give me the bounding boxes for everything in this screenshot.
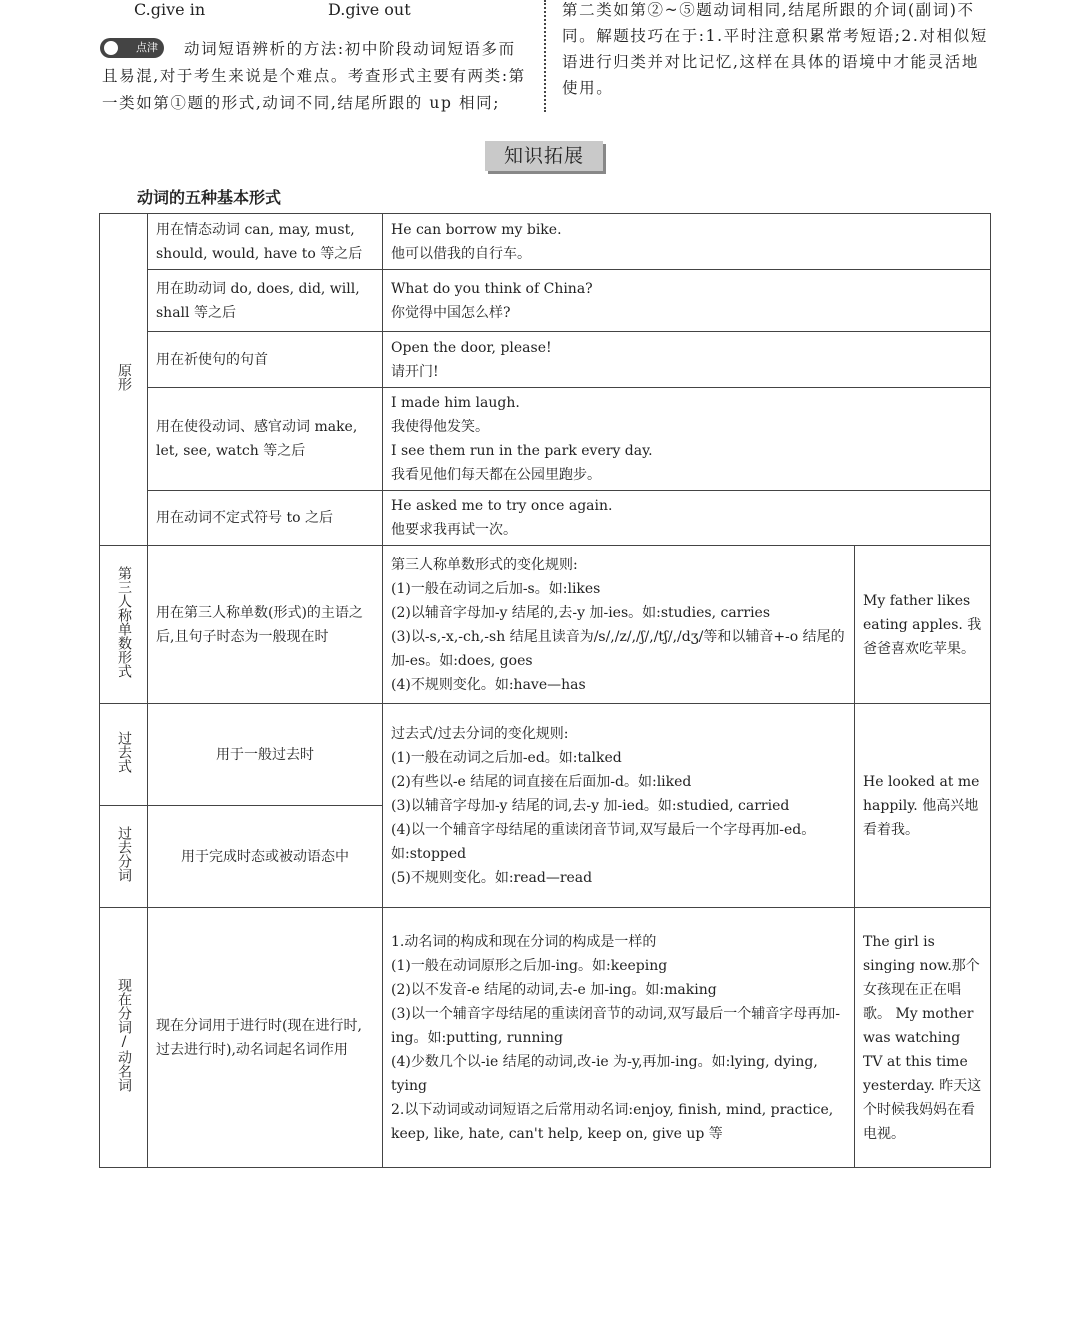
usage-cell: 用于完成时态或被动语态中 [148,806,383,908]
table-row [100,388,991,491]
category-ing: 现在分词/动名词 [100,908,148,1168]
tip-right-text: 第二类如第②~⑤题动词相同,结尾所跟的介词(副词)不同。解题技巧在于:1.平时注意积累常考短语;2.对相似短语进行归类并对比记忆,这样在具体的语境中才能灵活地使用。 [562,1,988,97]
table-row [100,214,991,270]
category-base: 原形 [100,214,148,546]
tip-badge-label: 点津 [136,41,158,54]
example-cell: What do you think of China? 你觉得中国怎么样? [383,270,991,332]
example-cell: My father likes eating apples. 我爸爸喜欢吃苹果。 [855,546,991,704]
usage-cell: 用在助动词 do, does, did, will, shall 等之后 [148,270,383,332]
section-banner: 知识拓展 [485,141,603,171]
table-row [100,704,991,806]
usage-cell: 现在分词用于进行时(现在进行时,过去进行时),动名词起名词作用 [148,908,383,1168]
example-cell: Open the door, please! 请开门! [383,332,991,388]
example-cell: The girl is singing now.那个女孩现在正在唱歌。 My mother was watching TV at this time yesterday. 昨天这个时候我妈妈在看电视。 [855,908,991,1168]
table-row [100,908,991,1168]
usage-cell: 用在第三人称单数(形式)的主语之后,且句子时态为一般现在时 [148,546,383,704]
category-past: 过去式 [100,704,148,806]
example-cell: He asked me to try once again. 他要求我再试一次。 [383,491,991,546]
category-past-participle: 过去分词 [100,806,148,908]
verb-forms-table [99,213,991,1168]
usage-cell: 用在祈使句的句首 [148,332,383,388]
table-row [100,491,991,546]
table-row [100,270,991,332]
section-title: 动词的五种基本形式 [137,188,282,207]
category-third-person: 第三人称单数形式 [100,546,148,704]
usage-cell: 用在使役动词、感官动词 make, let, see, watch 等之后 [148,388,383,491]
example-cell: He looked at me happily. 他高兴地看着我。 [855,704,991,908]
rules-cell: 1.动名词的构成和现在分词的构成是一样的 (1)一般在动词原形之后加-ing。如:keeping (2)以不发音-e 结尾的动词,去-e 加-ing。如:making (3)以一个辅音字母结尾的重读闭音节的动词,双写最后一个辅音字母再加-ing。如:putting, running (4)少数几个以-ie 结尾的动词,改-ie 为-y,再加-ing。如:lying, dying, tying 2.以下动词或动词短语之后常用动名词:enjoy, finish, mind, practice, keep, like, hate, can't help, keep on, give up 等 [383,908,855,1168]
option-d: D.give out [328,0,411,19]
tip-left-text: 动词短语辨析的方法:初中阶段动词短语多而且易混,对于考生来说是个难点。考查形式主要有两类:第一类如第①题的形式,动词不同,结尾所跟的 up 相同; [102,40,526,112]
rules-cell: 过去式/过去分词的变化规则: (1)一般在动词之后加-ed。如:talked (2)有些以-e 结尾的词直接在后面加-d。如:liked (3)以辅音字母加-y 结尾的词,去-y 加-ied。如:studied, carried (4)以一个辅音字母结尾的重读闭音节词,双写最后一个字母再加-ed。如:stopped (5)不规则变化。如:read—read [383,704,855,908]
option-c: C.give in [134,0,206,19]
usage-cell: 用在情态动词 can, may, must, should, would, have to 等之后 [148,214,383,270]
rules-cell: 第三人称单数形式的变化规则: (1)一般在动词之后加-s。如:likes (2)以辅音字母加-y 结尾的,去-y 加-ies。如:studies, carries (3)以-s,-x,-ch,-sh 结尾且读音为/s/,/z/,/ʃ/,/tʃ/,/dʒ/等和以辅音+-o 结尾的加-es。如:does, goes (4)不规则变化。如:have—has [383,546,855,704]
table-row [100,332,991,388]
column-divider [544,0,546,112]
example-cell: I made him laugh. 我使得他发笑。 I see them run in the park every day. 我看见他们每天都在公园里跑步。 [383,388,991,491]
usage-cell: 用在动词不定式符号 to 之后 [148,491,383,546]
example-cell: He can borrow my bike. 他可以借我的自行车。 [383,214,991,270]
table-row [100,546,991,704]
usage-cell: 用于一般过去时 [148,704,383,806]
